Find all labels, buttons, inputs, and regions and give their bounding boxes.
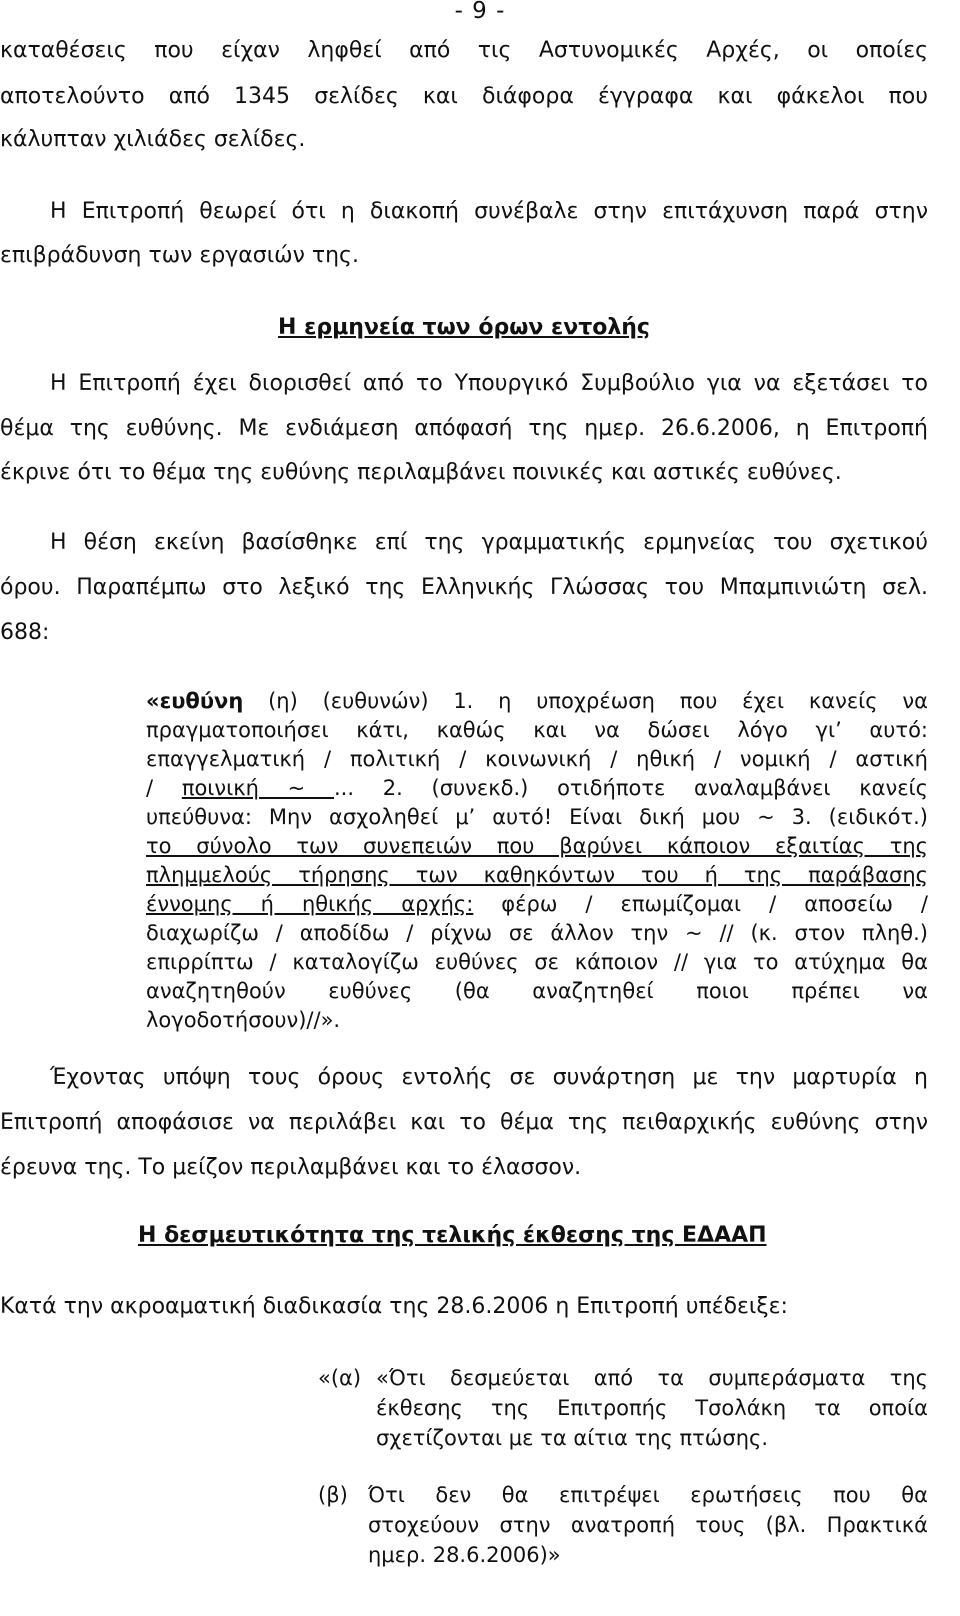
quote-line: πλημμελούς τήρησης των καθηκόντων του ή της παράβασης [146,863,928,887]
paragraph-line: Επιτροπή αποφάσισε να περιλάβει και το θέμα της πειθαρχικής ευθύνης στην [0,1110,928,1135]
quote-line: το σύνολο των συνεπειών που βαρύνει κάποιον εξαιτίας της [146,834,928,858]
paragraph-line: επιβράδυνση των εργασιών της. [0,243,359,268]
paragraph-line: κάλυπταν χιλιάδες σελίδες. [0,127,306,152]
item-line: ημερ. 28.6.2006)» [368,1543,561,1567]
quote-line: επιρρίπτω / καταλογίζω ευθύνες σε κάποιον // για το ατύχημα θα [146,950,928,974]
quote-line: πραγματοποιήσει κάτι, καθώς και να δώσει λόγο γι’ αυτό: [146,718,928,742]
paragraph-line: Η θέση εκείνη βασίσθηκε επί της γραμματικής ερμηνείας του σχετικού [50,530,928,555]
headword: «ευθύνη [146,689,244,713]
paragraph-line: αποτελούντο από 1345 σελίδες και διάφορα έγγραφα και φάκελοι που [0,84,928,109]
paragraph-line: καταθέσεις που είχαν ληφθεί από τις Αστυνομικές Αρχές, οι οποίες [0,38,928,63]
quote-line: υπεύθυνα: Μην ασχοληθεί μ’ αυτό! Είναι δική μου ~ 3. (ειδικότ.) [146,805,928,829]
section-heading: Η ερμηνεία των όρων εντολής [278,315,650,340]
section-heading: Η δεσμευτικότητα της τελικής έκθεσης της ΕΔΑΑΠ [138,1223,767,1248]
paragraph-line: Η Επιτροπή θεωρεί ότι η διακοπή συνέβαλε στην επιτάχυνση παρά στην [50,199,928,224]
paragraph-line: θέμα της ευθύνης. Με ενδιάμεση απόφασή της ημερ. 26.6.2006, η Επιτροπή [0,416,928,441]
paragraph-line: όρου. Παραπέμπω στο λεξικό της Ελληνικής Γλώσσας του Μπαμπινιώτη σελ. [0,575,928,600]
paragraph-line: 688: [0,620,50,645]
item-line: σχετίζονται με τα αίτια της πτώσης. [376,1426,769,1450]
item-line: Ότι δεν θα επιτρέψει ερωτήσεις που θα [368,1483,928,1507]
paragraph-line: Η Επιτροπή έχει διορισθεί από το Υπουργικό Συμβούλιο για να εξετάσει το [50,371,928,396]
quote-line: διαχωρίζω / αποδίδω / ρίχνω σε άλλον την ~ // (κ. στον πληθ.) [146,921,928,945]
quote-line: / ποινική ~ ... 2. (συνεκδ.) οτιδήποτε αναλαμβάνει κανείς [146,776,928,800]
paragraph-line: Κατά την ακροαματική διαδικασία της 28.6.2006 η Επιτροπή υπέδειξε: [0,1294,788,1319]
page-number: - 9 - [454,0,506,24]
item-label: «(α) [318,1366,362,1390]
quote-line: λογοδοτήσουν)//». [146,1008,341,1032]
quote-line: αναζητηθούν ευθύνες (θα αναζητηθεί ποιοι πρέπει να [146,979,928,1003]
item-label: (β) [318,1483,348,1507]
paragraph-line: έκρινε ότι το θέμα της ευθύνης περιλαμβάνει ποινικές και αστικές ευθύνες. [0,460,842,485]
quote-line: επαγγελματική / πολιτική / κοινωνική / ηθική / νομική / αστική [146,747,928,771]
item-line: «Ότι δεσμεύεται από τα συμπεράσματα της [376,1366,928,1390]
item-line: έκθεσης της Επιτροπής Τσολάκη τα οποία [376,1396,928,1420]
item-line: στοχεύουν στην ανατροπή τους (βλ. Πρακτικά [368,1513,928,1537]
quote-line: «ευθύνη (η) (ευθυνών) 1. η υποχρέωση που έχει κανείς να [146,689,928,713]
paragraph-line: έρευνα της. Το μείζον περιλαμβάνει και το έλασσον. [0,1155,582,1180]
paragraph-line: Έχοντας υπόψη τους όρους εντολής σε συνάρτηση με την μαρτυρία η [50,1065,928,1090]
quote-line: έννομης ή ηθικής αρχής: φέρω / επωμίζομαι / αποσείω / [146,892,928,916]
